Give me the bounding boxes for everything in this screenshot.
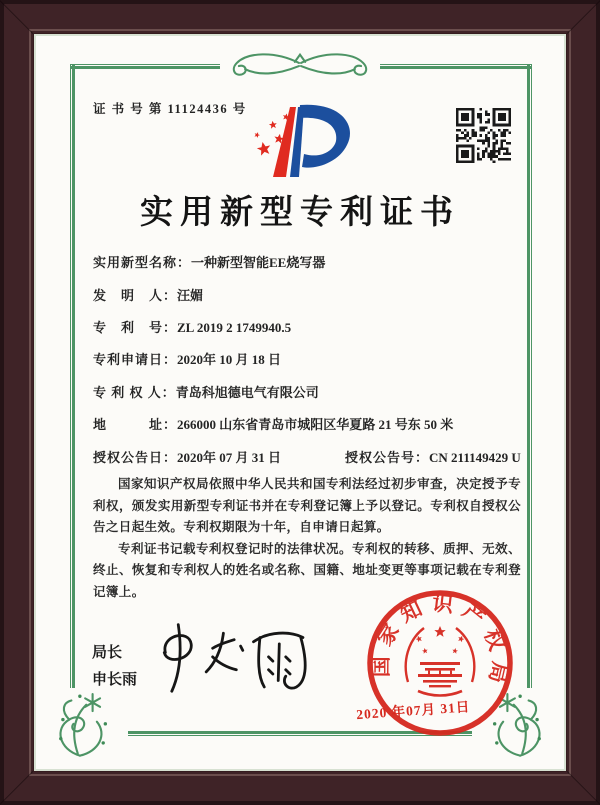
cnipa-patent-logo-icon [244,97,360,183]
field-label: 地 址： [93,417,178,432]
floral-flourish-icon [50,692,114,762]
field-value: 汪媚 [177,288,204,303]
certificate-number: 证 书 号 第 11124436 号 [93,102,247,116]
field-value: 一种新型智能EE烧写器 [191,255,326,270]
grant-date-label: 授权公告日： [93,450,178,465]
field-patent-number [93,317,523,336]
legal-paragraph: 专利证书记载专利权登记时的法律状况。专利权的转移、质押、无效、终止、恢复和专利权人的姓名或名称、国籍、地址变更等事项记载在专利登记簿上。 [93,541,521,599]
legal-paragraph: 国家知识产权局依照中华人民共和国专利法经过初步审查，决定授予专利权，颁发实用新型专利证书并在专利登记簿上予以登记。专利权自授权公告之日起生效。专利权期限为十年，自申请日起算。 [93,477,521,534]
grant-number-value: CN 211149429 U [429,450,521,465]
green-border-top-left-segment [70,64,220,69]
legal-text-block [93,474,521,603]
grant-number-label: 授权公告号： [345,450,430,465]
field-address [93,414,523,433]
seal-date: 2020 年07月 31日 [355,699,471,723]
field-value: 2020年 10 月 18 日 [177,352,282,367]
commissioner-block [92,639,137,693]
field-label: 专 利 号： [93,320,178,335]
field-value: 青岛科旭德电气有限公司 [175,385,319,400]
field-utility-model-name [93,252,523,271]
green-border-left [70,64,75,688]
field-patentee [93,382,523,401]
commissioner-title: 局长 [92,644,123,661]
field-application-date [93,349,523,368]
field-inventor [93,285,523,304]
field-grant-announcement [93,447,523,466]
field-label: 实用新型名称： [93,255,192,270]
svg-text:国家知识产权局 [369,591,513,693]
field-label: 专 利 权 人： [93,385,176,400]
national-emblem-icon [406,626,475,696]
commissioner-name: 申长雨 [92,671,138,688]
certificate-title: 实用新型专利证书 [140,195,460,231]
green-border-right [527,64,532,688]
field-value: 266000 山东省青岛市城阳区华夏路 21 号东 50 米 [177,417,454,432]
scroll-flourish-icon [212,46,388,84]
field-label: 发 明 人： [93,288,178,303]
signature-autograph [146,616,318,702]
green-border-top-right-segment [380,64,532,69]
seal-ring-text: 国家知识产权局 [368,590,513,694]
grant-date-value: 2020年 07 月 31 日 [177,450,282,465]
field-value: ZL 2019 2 1749940.5 [177,320,292,335]
field-label: 专利申请日： [93,352,178,367]
qr-code-icon [456,108,511,163]
grant-number-group [345,447,521,466]
